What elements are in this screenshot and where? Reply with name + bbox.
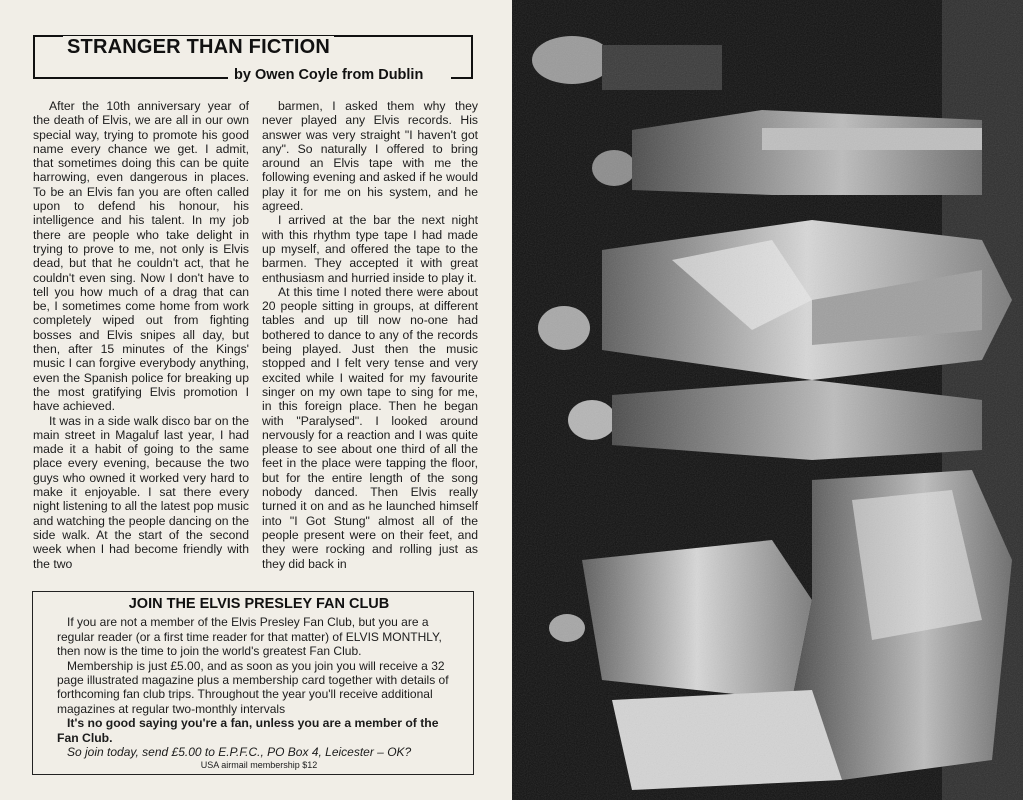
band-photo-image <box>512 0 1023 800</box>
article-title: STRANGER THAN FICTION <box>63 36 334 59</box>
band-photo-illustration <box>512 0 1023 800</box>
fan-club-box <box>32 591 474 775</box>
article-column-1 <box>33 99 249 587</box>
column-2-paragraph: I arrived at the bar the next night with this rhythm type tape I had made up myself, and offered the tape to the barmen. They accepted it with great enthusiasm and hurried inside to play it. <box>262 213 478 285</box>
fan-club-bold-line: It's no good saying you're a fan, unless you are a member of the Fan Club. <box>57 716 439 745</box>
title-frame-bottom-right <box>451 77 473 79</box>
fan-club-membership: Membership is just £5.00, and as soon as you join you will receive a 32 page illustrated magazine plus a membership card together with details of forthcoming fan club trips. Throughout the year you'll receive additional magazines at regular two-monthly intervals <box>57 658 449 716</box>
fan-club-join-line: So join today, send £5.00 to E.P.F.C., PO Box 4, Leicester – OK? <box>67 745 412 760</box>
article-byline: by Owen Coyle from Dublin <box>234 67 424 83</box>
fan-club-heading: JOIN THE ELVIS PRESLEY FAN CLUB <box>128 596 390 612</box>
fan-club-intro: If you are not a member of the Elvis Presley Fan Club, but you are a regular reader (or a first time reader for that matter) of ELVIS MONTHLY, then now is the time to join the world's greatest Fan Club. <box>57 615 442 659</box>
column-2-paragraph: At this time I noted there were about 20 people sitting in groups, at different tables and up till now no-one had bothered to dance to any of the records being played. Just then the music stopped and I felt very tense and very excited while I waited for my favourite singer on my own tape to sing for me, in this foreign place. Then he began with "Paralysed". I looked around nervously for a reaction and I was quite please to see about one third of all the feet in the place were tapping the floor, but for the entire length of the song nobody danced. Then Elvis really turned it on and as he launched himself into "I Got Stung" almost all of the people present were on their feet, and they were rocking and rolling just as they did back in <box>262 284 478 571</box>
column-2-paragraph: barmen, I asked them why they never played any Elvis records. His answer was very straight "I haven't got any". So naturally I offered to bring around an Elvis tape with me the following evening and asked if he would play it for me on his system, and he agreed. <box>262 99 478 214</box>
title-frame-bottom-left <box>33 77 228 79</box>
column-1-paragraph: After the 10th anniversary year of the death of Elvis, we are all in our own special way, trying to promote his good name every chance we get. I admit, that sometimes doing this can be quite harrowing, even dangerous in places. To be an Elvis fan you are often called upon to defend his honour, his intelligence and his talent. In my job there are people who take delight in trying to prove to me, not only is Elvis dead, but that he couldn't act, that he couldn't even sing. Now I don't have to tell you how much of a drag that can be, I sometimes come home from work completely wiped out from fighting bosses and Elvis snipes all day, but then, after 15 minutes of the Kings' music I can forgive everybody anything, even the Spanish police for breaking up the most gratifying Elvis promotion I have achieved. <box>33 99 249 414</box>
column-1-paragraph: It was in a side walk disco bar on the main street in Magaluf last year, I had made it a habit of going to the same place every evening, because the two guys who owned it worked very hard to make it enjoyable. I sat there every night listening to all the latest pop music and watching the people dancing on the side walk. At the start of the second week when I had become friendly with the two <box>33 413 249 571</box>
article-column-2 <box>262 99 478 587</box>
fan-club-usa-note: USA airmail membership $12 <box>200 760 318 771</box>
